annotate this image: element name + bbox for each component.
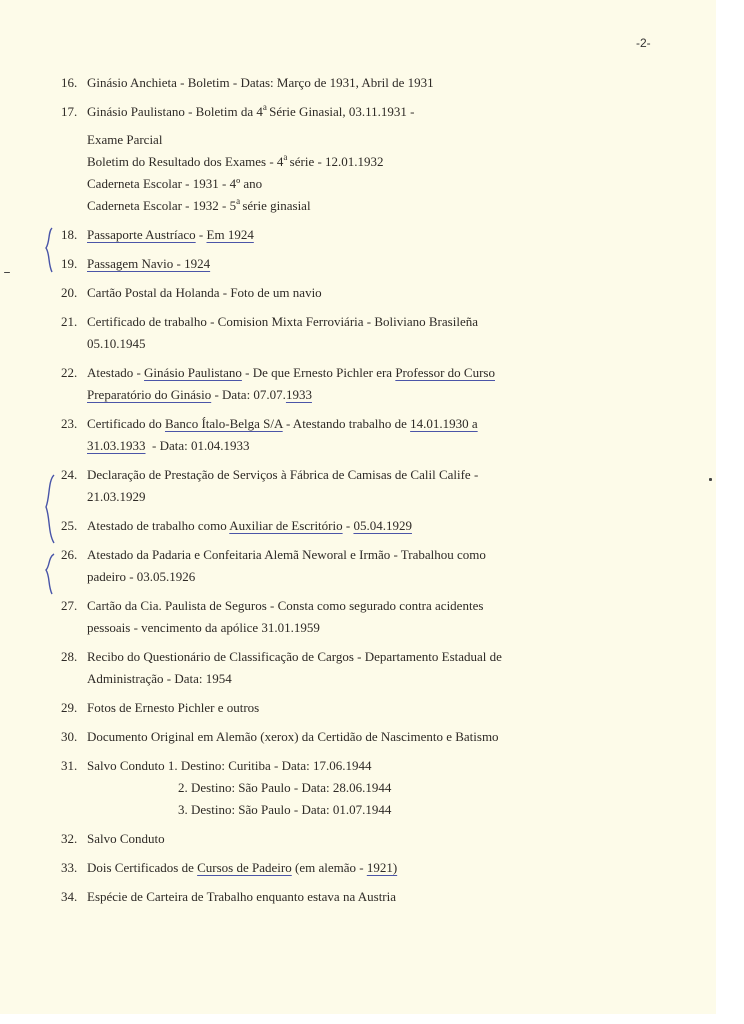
item-text-line2: pessoais - vencimento da apólice 31.01.1959 — [87, 620, 320, 635]
item-text: Salvo Conduto 1. Destino: Curitiba - Data: 17.06.1944 — [87, 758, 372, 773]
page-number: -2- — [636, 36, 651, 50]
ink-speck — [709, 478, 712, 481]
item-text: Recibo do Questionário de Classificação de Cargos - Departamento Estadual de — [87, 649, 502, 664]
item-subline: 3. Destino: São Paulo - Data: 01.07.1944 — [178, 802, 392, 817]
handwritten-brace-mark — [40, 226, 60, 276]
item-text: Atestado da Padaria e Confeitaria Alemã Neworal e Irmão - Trabalhou como — [87, 547, 486, 562]
item-text: Dois Certificados de Cursos de Padeiro (em alemão - 1921) — [87, 860, 398, 875]
handwritten-brace-mark — [40, 473, 60, 545]
item-text: Certificado de trabalho - Comision Mixta Ferroviária - Boliviano Brasileña — [87, 314, 478, 329]
item-subline: Caderneta Escolar - 1932 - 5$^a$ série ginasial — [87, 196, 311, 213]
item-subline: Exame Parcial — [87, 132, 163, 147]
list-item-33 — [61, 857, 701, 879]
list-item-28 — [61, 646, 701, 690]
item-number: 22. — [61, 365, 78, 380]
list-item-30 — [61, 726, 701, 748]
item-number: 31. — [61, 758, 78, 773]
item-text-line2: 21.03.1929 — [87, 489, 146, 504]
item-number: 30. — [61, 729, 78, 744]
list-item-21 — [61, 311, 701, 355]
list-item-22 — [61, 362, 701, 406]
item-text: Ginásio Anchieta - Boletim - Datas: Março de 1931, Abril de 1931 — [87, 75, 434, 90]
item-number: 20. — [61, 285, 78, 300]
item-text: Cartão da Cia. Paulista de Seguros - Consta como segurado contra acidentes — [87, 598, 484, 613]
item-number: 27. — [61, 598, 78, 613]
item-text: Documento Original em Alemão (xerox) da Certidão de Nascimento e Batismo — [87, 729, 499, 744]
list-item-25 — [61, 515, 701, 537]
item-text-line2: 31.03.1933 - Data: 01.04.1933 — [87, 438, 250, 453]
item-subline: Caderneta Escolar - 1931 - 4º ano — [87, 176, 263, 191]
item-text-line2: padeiro - 03.05.1926 — [87, 569, 196, 584]
item-number: 17. — [61, 104, 78, 119]
list-item-19 — [61, 253, 701, 275]
item-text: Atestado de trabalho como Auxiliar de Escritório - 05.04.1929 — [87, 518, 412, 533]
item-text-line2: Preparatório do Ginásio - Data: 07.07.1933 — [87, 387, 312, 402]
list-item-16 — [61, 72, 701, 94]
ink-speck — [4, 272, 10, 273]
item-number: 29. — [61, 700, 78, 715]
list-item-20 — [61, 282, 701, 304]
item-number: 16. — [61, 75, 78, 90]
list-item-27 — [61, 595, 701, 639]
item-number: 23. — [61, 416, 78, 431]
item-text-line2: Administração - Data: 1954 — [87, 671, 232, 686]
item-number: 21. — [61, 314, 78, 329]
item-text: Espécie de Carteira de Trabalho enquanto estava na Austria — [87, 889, 397, 904]
item-text: Ginásio Paulistano - Boletim da 4$^a$ Série Ginasial, 03.11.1931 - — [87, 102, 415, 119]
item-text: Atestado - Ginásio Paulistano - De que Ernesto Pichler era Professor do Curso — [87, 365, 495, 380]
item-number: 25. — [61, 518, 78, 533]
list-item-26 — [61, 544, 701, 588]
item-text: Passagem Navio - 1924 — [87, 256, 211, 271]
item-number: 32. — [61, 831, 78, 846]
list-item-34 — [61, 886, 701, 908]
item-number: 33. — [61, 860, 78, 875]
item-text: Fotos de Ernesto Pichler e outros — [87, 700, 260, 715]
item-number: 19. — [61, 256, 78, 271]
document-list — [61, 72, 701, 915]
list-item-23 — [61, 413, 701, 457]
list-item-32 — [61, 828, 701, 850]
item-number: 28. — [61, 649, 78, 664]
item-subline: Boletim do Resultado dos Exames - 4$^a$ série - 12.01.1932 — [87, 152, 384, 169]
list-item-31 — [61, 755, 701, 821]
item-text: Declaração de Prestação de Serviços à Fábrica de Camisas de Calil Calife - — [87, 467, 479, 482]
item-text-line2: 05.10.1945 — [87, 336, 146, 351]
item-number: 24. — [61, 467, 78, 482]
list-item-29 — [61, 697, 701, 719]
item-subline: 2. Destino: São Paulo - Data: 28.06.1944 — [178, 780, 392, 795]
item-text: Passaporte Austríaco - Em 1924 — [87, 227, 254, 242]
item-number: 26. — [61, 547, 78, 562]
list-item-24 — [61, 464, 701, 508]
list-item-18 — [61, 224, 701, 246]
handwritten-brace-mark — [40, 552, 60, 596]
item-number: 34. — [61, 889, 78, 904]
item-text: Certificado do Banco Ítalo-Belga S/A - Atestando trabalho de 14.01.1930 a — [87, 416, 478, 431]
item-number: 18. — [61, 227, 78, 242]
list-item-17 — [61, 101, 701, 217]
item-text: Salvo Conduto — [87, 831, 165, 846]
item-text: Cartão Postal da Holanda - Foto de um navio — [87, 285, 322, 300]
